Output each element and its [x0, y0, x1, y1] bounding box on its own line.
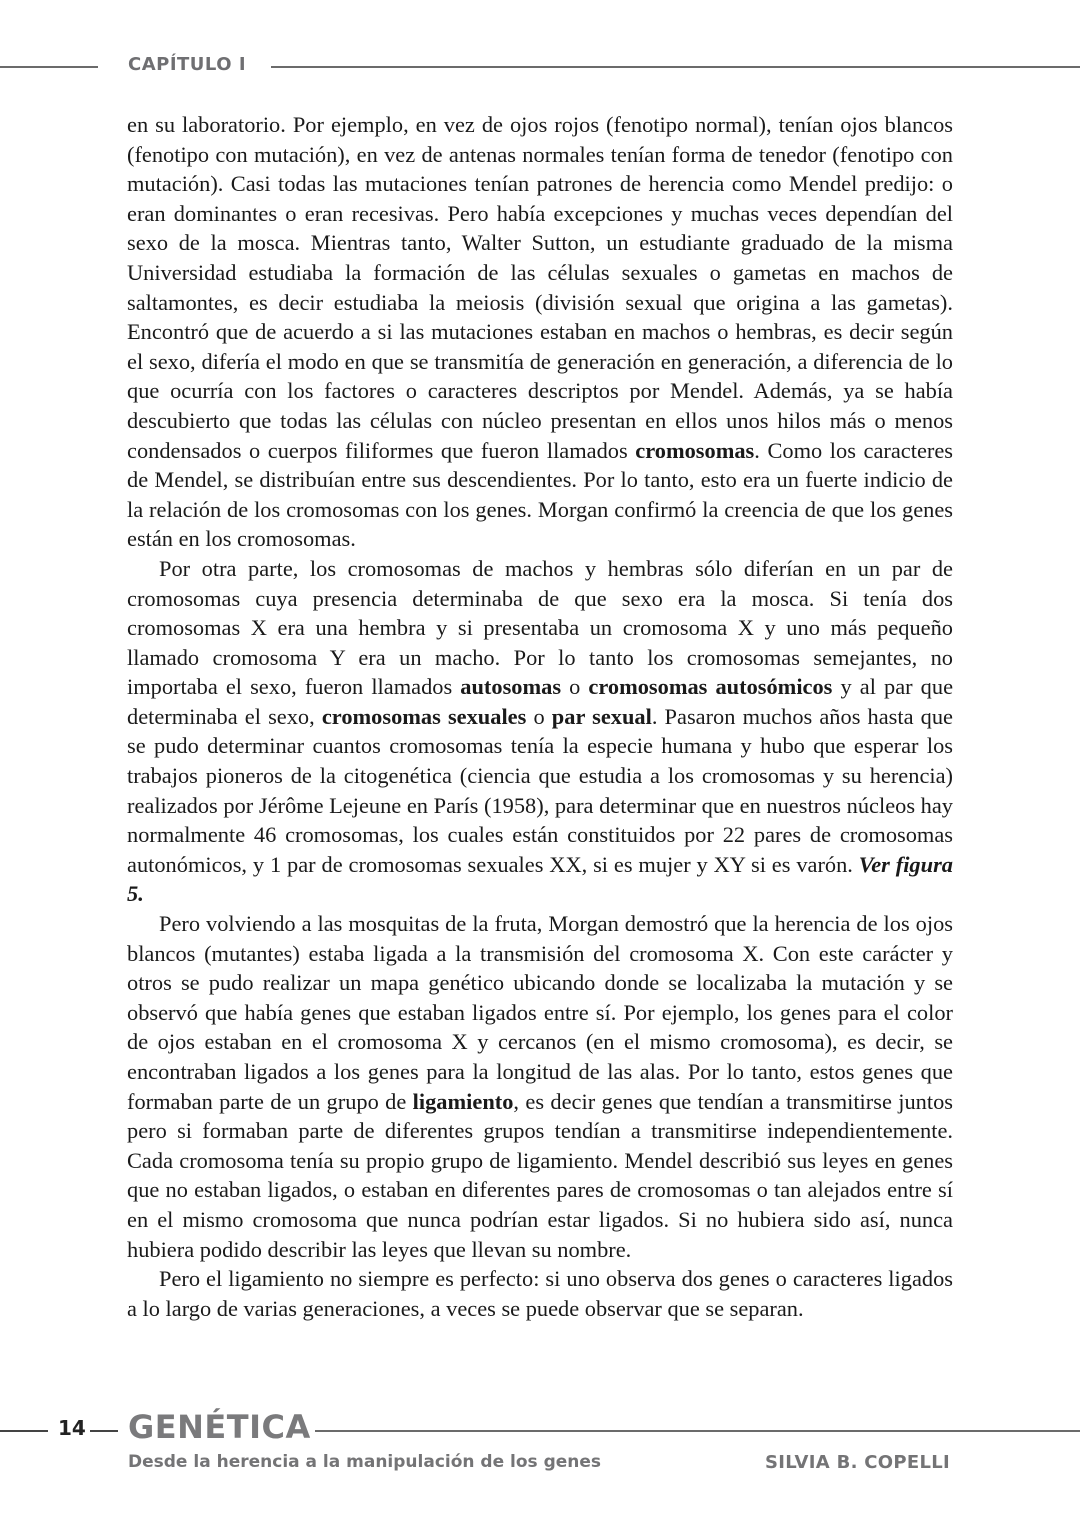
text-run: o [561, 674, 589, 700]
paragraph [127, 110, 953, 554]
bold-term: par sexual [551, 703, 652, 729]
bold-term: autosomas [460, 674, 562, 700]
body-text [127, 110, 953, 1323]
bold-term: cromosomas autosómicos [588, 674, 833, 700]
text-run: Pero volviendo a las mosquitas de la fruta, Morgan demostró que la herencia de los ojos blancos (mutantes) estaba ligada a la transmisión del cromosoma X. Con este carácter y otros se pudo realizar un mapa genético ubicando donde se localizaba la mutación y se observó que había genes que estaban ligados entre sí. Por ejemplo, los genes para el color de ojos estaban en el cromosoma X y cercanos (en el mismo cromosoma), es decir, se encontraban ligados a los genes para la longitud de las alas. Por lo tanto, estos genes que formaban parte de un grupo de [127, 911, 953, 1114]
running-header [0, 52, 1080, 82]
text-run: Pero el ligamiento no siempre es perfecto: si uno observa dos genes o caracteres ligados a lo largo de varias generaciones, a veces se puede observar que se separan. [127, 1266, 953, 1321]
footer-rule-mid [90, 1430, 118, 1432]
book-title: GENÉTICA [128, 1408, 311, 1446]
text-run: Por otra parte, los cromosomas de machos y hembras sólo diferían en un par de cromosomas cuya presencia determinaba de que sexo era la mosca. Si tenía dos cromosomas X era una hembra y si presentaba un cromosoma X y uno más pequeño llamado cromosoma Y era un macho. Por lo tanto los cromosomas semejantes, no importaba el sexo, fueron llamados [127, 555, 953, 700]
page-number: 14 [58, 1416, 86, 1440]
paragraph [127, 909, 953, 1264]
text-run: , es decir genes que tendían a transmitirse juntos pero si formaban parte de diferentes grupos tendían a transmitirse independientemente. Cada cromosoma tenía su propio grupo de ligamiento. Mendel describió sus leyes en genes que no estaban ligados, o estaban en diferentes pares de cromosomas o tan alejados entre sí en el mismo cromosoma que nunca podrían estar ligados. Si no hubiera sido así, nunca hubiera podido describir las leyes que llevan su nombre. [127, 1088, 953, 1262]
footer-rule-right [315, 1430, 1080, 1432]
text-run: en su laboratorio. Por ejemplo, en vez de ojos rojos (fenotipo normal), tenían ojos blancos (fenotipo con mutación), en vez de antenas normales tenían forma de tenedor (fenotipo con mutación). Casi todas las mutaciones tenían patrones de herencia como Mendel predijo: o eran dominantes o eran recesivas. Pero había excepciones y muchas veces dependían del sexo de la mosca. Mientras tanto, Walter Sutton, un estudiante graduado de la misma Universidad estudiaba la formación de las células sexuales o gametas en machos de saltamontes, es decir estudiaba la meiosis (división sexual que origina a las gametas). Encontró que de acuerdo a si las mutaciones estaban en machos o hembras, es decir según el sexo, difería el modo en que se transmitía de generación en generación, a diferencia de lo que ocurría con los factores o caracteres descriptos por Mendel. Además, ya se había descubierto que todas las células con núcleo presentan en ellos unos hilos más o menos condensados o cuerpos filiformes que fueron llamados [127, 112, 953, 463]
bold-term: ligamiento [412, 1088, 514, 1114]
header-rule-left [0, 66, 98, 68]
running-footer [0, 1410, 1080, 1490]
text-run: . Pasaron muchos años hasta que se pudo determinar cuantos cromosomas tenía la especie humana y hubo que esperar los trabajos pioneros de la citogenética (ciencia que estudia a los cromosomas y su herencia) realizados por Jérôme Lejeune en París (1958), para determinar que en nuestros núcleos hay normalmente 46 cromosomas, los cuales están constituidos por 22 pares de cromosomas autonómicos, y 1 par de cromosomas sexuales XX, si es mujer y XY si es varón. [127, 703, 953, 877]
paragraph [127, 554, 953, 909]
text-run: . Como los caracteres de Mendel, se distribuían entre sus descendientes. Por lo tanto, esto era un fuerte indicio de la relación de los cromosomas con los genes. Morgan confirmó la creencia de que los genes están en los cromosomas. [127, 437, 953, 552]
bold-term: cromosomas [635, 437, 755, 463]
figure-reference: Ver figura 5. [127, 851, 953, 907]
book-subtitle: Desde la herencia a la manipulación de los genes [128, 1452, 602, 1472]
header-rule-right [271, 66, 1080, 68]
paragraph [127, 1264, 953, 1323]
text-run: y al par que determinaba el sexo, [127, 674, 954, 729]
bold-term: cromosomas sexuales [321, 703, 527, 729]
author-name: SILVIA B. COPELLI [765, 1452, 951, 1473]
text-run: o [526, 703, 552, 729]
chapter-label: CAPÍTULO I [128, 54, 247, 75]
footer-rule-left [0, 1430, 48, 1432]
